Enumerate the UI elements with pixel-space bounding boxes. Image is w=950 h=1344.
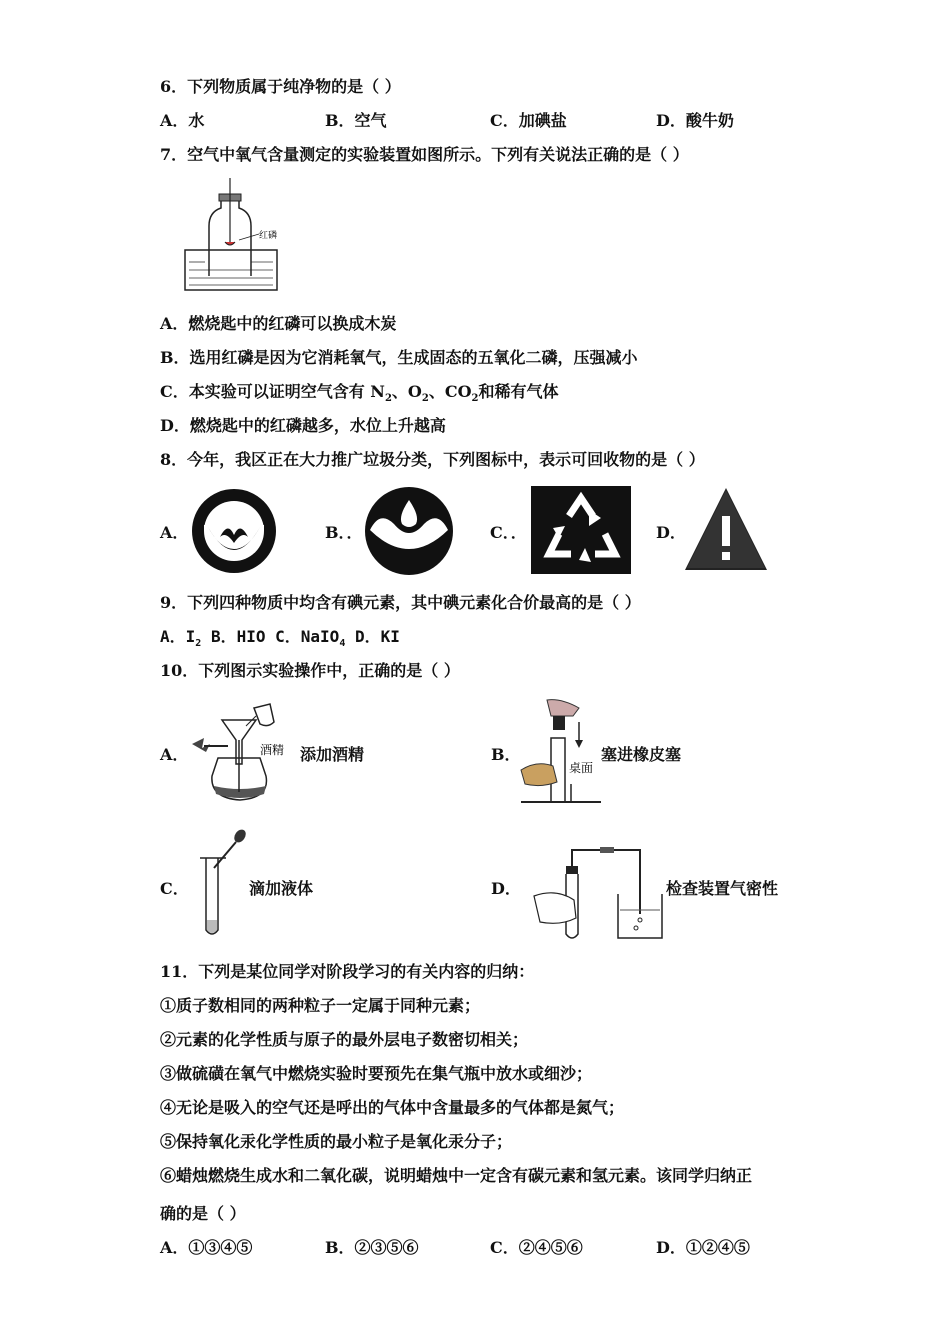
q10-option-b-text: 塞进橡皮塞	[601, 745, 682, 764]
q6-option-d: D．酸牛奶	[656, 111, 734, 130]
recycle-sign-icon	[531, 486, 631, 574]
dropper-figure	[196, 828, 254, 940]
red-phosphorus-label: 红磷	[259, 231, 278, 241]
q7-option-b: B．选用红磷是因为它消耗氧气，生成固态的五氧化二磷，压强减小	[160, 348, 638, 367]
q8-option-c: C．．	[490, 523, 527, 542]
q10-option-d-text: 检查装置气密性	[666, 879, 779, 898]
q7-option-c: C．本实验可以证明空气含有 $N_2$、$O_2$、$CO_2$和稀有气体	[160, 382, 559, 405]
q7-stem: 7．空气中氧气含量测定的实验装置如图所示。下列有关说法正确的是（ ）	[160, 145, 689, 164]
q8-option-a: A．	[160, 523, 189, 542]
airtightness-check-figure	[530, 842, 666, 942]
alcohol-lamp-figure	[190, 700, 298, 806]
q10-option-b-letter: B．	[491, 745, 521, 764]
q11-item-6: ⑥蜡烛燃烧生成水和二氧化碳，说明蜡烛中一定含有碳元素和氢元素。该同学归纳正	[160, 1166, 753, 1185]
q7-option-d: D．燃烧匙中的红磷越多，水位上升越高	[160, 416, 446, 435]
q11-item-1: ①质子数相同的两种粒子一定属于同种元素；	[160, 996, 481, 1015]
q11-item-3: ③做硫磺在氧气中燃烧实验时要预先在集气瓶中放水或细沙；	[160, 1064, 593, 1083]
stopper-insertion-figure	[517, 698, 603, 806]
warning-sign-icon	[683, 486, 769, 572]
q11-option-a: A．①③④⑤	[160, 1238, 253, 1257]
q11-option-b: B．②③⑤⑥	[325, 1238, 419, 1257]
q11-item-2: ②元素的化学性质与原子的最外层电子数密切相关；	[160, 1030, 529, 1049]
q6-stem: 6．下列物质属于纯净物的是（ ）	[160, 77, 401, 96]
q6-option-b: B．空气	[325, 111, 387, 130]
green-food-sign-icon	[190, 487, 278, 575]
q10-option-a-text: 添加酒精	[300, 745, 365, 764]
oxygen-apparatus-figure	[183, 178, 293, 292]
q7-option-a: A．燃烧匙中的红磷可以换成木炭	[160, 314, 397, 333]
alcohol-label: 酒精	[260, 743, 285, 757]
q6-option-a: A．水	[160, 111, 205, 130]
q6-option-c: C．加碘盐	[490, 111, 567, 130]
q8-option-b: B．．	[325, 523, 363, 542]
water-saving-sign-icon	[364, 486, 454, 576]
q11-option-d: D．①②④⑤	[656, 1238, 750, 1257]
q11-stem: 11．下列是某位同学对阶段学习的有关内容的归纳：	[160, 962, 535, 981]
q10-stem: 10．下列图示实验操作中，正确的是（ ）	[160, 661, 460, 680]
desk-label: 桌面	[569, 761, 594, 775]
q10-option-a-letter: A．	[160, 745, 189, 764]
q11-item-5: ⑤保持氧化汞化学性质的最小粒子是氧化汞分子；	[160, 1132, 513, 1151]
q10-option-c-letter: C．	[160, 879, 189, 898]
q11-option-c: C．②④⑤⑥	[490, 1238, 583, 1257]
q8-option-d: D．	[656, 523, 686, 542]
q10-option-c-text: 滴加液体	[249, 879, 314, 898]
q9-stem: 9．下列四种物质中均含有碘元素，其中碘元素化合价最高的是（ ）	[160, 593, 641, 612]
q11-item-4: ④无论是吸入的空气还是呼出的气体中含量最多的气体都是氮气；	[160, 1098, 625, 1117]
q8-stem: 8．今年，我区正在大力推广垃圾分类，下列图标中，表示可回收物的是（ ）	[160, 450, 705, 469]
q11-continuation: 确的是（ ）	[160, 1204, 246, 1223]
q9-options: A．$I_2$ B．HIO C．NaIO$_4$ D．KI	[160, 627, 400, 650]
q10-option-d-letter: D．	[491, 879, 521, 898]
